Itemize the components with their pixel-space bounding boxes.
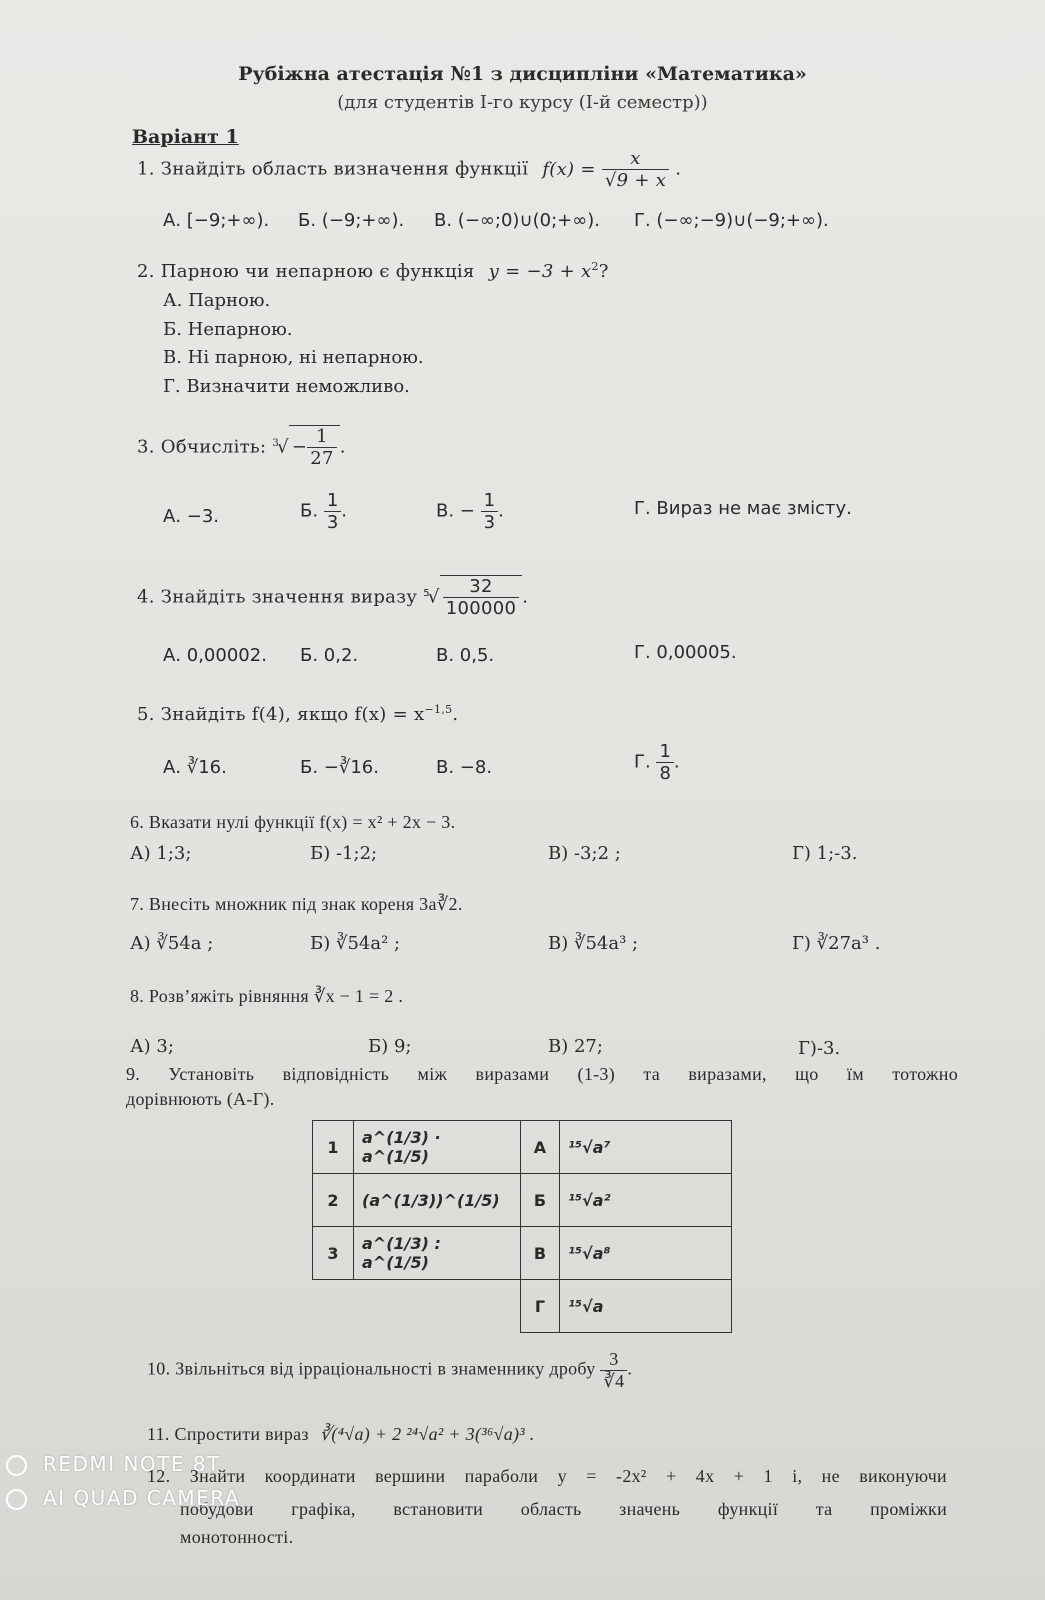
question-3-option-v-fraction — [481, 490, 498, 533]
question-11 — [147, 1424, 535, 1445]
question-4-root: $^5$√ $\frac{32}{100000}$ — [423, 575, 522, 619]
variant-heading: Варіант 1 — [132, 126, 239, 148]
question-5-option-g-fraction — [656, 741, 673, 784]
question-6-option-v: В) -3;2 ; — [548, 843, 621, 864]
table-row — [313, 1174, 732, 1227]
table-cell-root: ¹⁵√a — [560, 1280, 732, 1333]
question-3-option-b-denominator: 3 — [326, 512, 339, 533]
question-4-denominator: 100000 — [445, 598, 517, 619]
question-5 — [137, 703, 458, 725]
question-1-end: . — [675, 158, 682, 180]
question-6-option-g: Г) 1;-3. — [792, 843, 858, 864]
question-3-option-v-denominator: 3 — [483, 512, 496, 533]
question-4-radicand — [440, 575, 523, 619]
question-5-option-b: Б. −∛16. — [300, 757, 379, 778]
question-1-lhs: f(x) = — [542, 158, 596, 180]
question-5-option-a: А. ∛16. — [163, 757, 227, 778]
question-7-option-a: А) ∛54a ; — [130, 933, 214, 954]
question-5-option-g-denominator: 8 — [659, 763, 671, 784]
question-5-end: . — [452, 704, 459, 725]
question-1-option-v: В. (−∞;0)∪(0;+∞). — [434, 210, 600, 231]
question-2-formula: y = −3 + x — [488, 261, 592, 282]
question-5-option-g-numerator: 1 — [656, 741, 673, 763]
question-4 — [137, 575, 528, 619]
question-1-denominator: √9 + x — [604, 170, 667, 191]
table-cell-empty — [354, 1280, 521, 1333]
circle-icon — [6, 1455, 27, 1476]
question-6-option-b: Б) -1;2; — [310, 843, 378, 864]
question-3-radicand — [289, 425, 340, 469]
table-cell-root: ¹⁵√a² — [560, 1174, 732, 1227]
matching-table — [312, 1120, 732, 1333]
question-4-numerator: 32 — [443, 576, 520, 598]
question-2-text: 2. Парною чи непарною є функція — [137, 261, 475, 282]
question-1-radicand: 9 + x — [616, 170, 667, 191]
question-3-option-v-label: В. − — [436, 500, 475, 522]
question-2-end: ? — [598, 261, 609, 282]
camera-watermark-line-1 — [6, 1452, 221, 1476]
question-5-option-g: Г. $\frac{1}{8}$ . — [634, 741, 680, 784]
question-2-option-v: В. Ні парною, ні непарною. — [163, 347, 424, 368]
document-subtitle: (для студентів І-го курсу (І-й семестр)) — [337, 92, 708, 113]
question-5-option-v: В. −8. — [436, 757, 493, 778]
table-cell-letter: Г — [521, 1280, 560, 1333]
question-5-text: 5. Знайдіть f(4), якщо f(x) = x — [137, 704, 425, 725]
camera-label-text: AI QUAD CAMERA — [43, 1486, 241, 1510]
question-1-fraction — [602, 148, 669, 191]
question-5-option-g-label: Г. — [634, 751, 651, 773]
question-2-option-b: Б. Непарною. — [163, 319, 293, 340]
question-12-line-1: 12. Знайти координати вершини параболи y = -2x² + 4x + 1 і, не виконуючи — [147, 1466, 947, 1486]
camera-model-text: REDMI NOTE 8T — [43, 1452, 221, 1476]
question-1 — [137, 148, 681, 191]
question-3-text: 3. Обчисліть: — [137, 436, 267, 458]
question-3-fraction — [307, 426, 337, 469]
question-6-text: 6. Вказати нулі функції f(x) = x² + 2x − 3. — [130, 812, 456, 832]
question-9-line-1: 9. Установіть відповідність між виразами (1-3) та виразами, що їм тотожно — [126, 1064, 958, 1084]
question-3-option-v: В. − $\frac{1}{3}$ . — [436, 490, 504, 533]
question-3-sign: − — [291, 436, 308, 458]
question-3 — [137, 425, 346, 469]
table-cell-expression: (a^(1/3))^(1/5) — [354, 1174, 521, 1227]
question-3-end: . — [339, 436, 346, 458]
question-10-end: . — [627, 1358, 633, 1379]
question-3-root: $^3$√ − $\frac{1}{27}$ — [272, 425, 339, 469]
circle-icon — [6, 1489, 27, 1510]
table-cell-root: ¹⁵√a⁷ — [560, 1121, 732, 1174]
question-1-option-a: А. [−9;+∞). — [163, 210, 270, 231]
question-4-option-g: Г. 0,00005. — [634, 642, 737, 663]
question-3-numerator: 1 — [307, 426, 337, 448]
question-8-option-a: А) 3; — [130, 1036, 174, 1057]
question-5-exponent: −1,5 — [424, 703, 453, 716]
table-row — [313, 1121, 732, 1174]
question-4-option-v: В. 0,5. — [436, 645, 495, 666]
table-cell-empty — [313, 1280, 354, 1333]
question-4-fraction — [443, 576, 520, 619]
question-8-text: 8. Розв’яжіть рівняння ∛x − 1 = 2 . — [130, 986, 404, 1006]
question-8-option-b: Б) 9; — [368, 1036, 412, 1057]
question-8-option-v: В) 27; — [548, 1036, 603, 1057]
question-2 — [137, 260, 609, 282]
table-row — [313, 1280, 732, 1333]
table-cell-expression: a^(1/3) : a^(1/5) — [354, 1227, 521, 1280]
question-1-numerator: x — [602, 148, 669, 170]
question-4-root-index: 5 — [423, 587, 430, 599]
question-3-option-g: Г. Вираз не має змісту. — [634, 498, 852, 519]
question-3-option-b-numerator: 1 — [324, 490, 341, 512]
question-7-option-b: Б) ∛54a² ; — [310, 933, 401, 954]
question-2-option-a: А. Парною. — [163, 290, 271, 311]
question-7-text: 7. Внесіть множник під знак кореня 3a∛2. — [130, 894, 463, 914]
question-12-line-2: побудови графіка, встановити область значень функції та проміжки — [180, 1499, 947, 1519]
table-cell-number: 1 — [313, 1121, 354, 1174]
table-cell-root: ¹⁵√a⁸ — [560, 1227, 732, 1280]
question-7-option-g: Г) ∛27a³ . — [792, 933, 881, 954]
question-10 — [147, 1349, 632, 1392]
question-12-line-3: монотонності. — [180, 1527, 294, 1547]
question-3-option-a: А. −3. — [163, 506, 220, 527]
question-1-option-b: Б. (−9;+∞). — [298, 210, 405, 231]
question-4-text: 4. Знайдіть значення виразу — [137, 586, 418, 608]
table-cell-letter: Б — [521, 1174, 560, 1227]
question-3-root-index: 3 — [272, 437, 280, 449]
question-8-option-g: Г)-3. — [798, 1038, 841, 1059]
question-10-denominator: ∛4 — [603, 1371, 625, 1391]
question-10-text: 10. Звільніться від ірраціональності в знаменнику дробу — [147, 1358, 596, 1379]
question-11-expression: ∛(⁴√a) + 2 ²⁴√a² + 3(³⁶√a)³ . — [319, 1424, 535, 1444]
table-cell-letter: А — [521, 1121, 560, 1174]
question-2-exponent: 2 — [591, 260, 599, 273]
table-cell-expression: a^(1/3) · a^(1/5) — [354, 1121, 521, 1174]
question-2-option-g: Г. Визначити неможливо. — [163, 376, 410, 397]
camera-watermark-line-2 — [6, 1486, 240, 1510]
question-9-line-2: дорівнюють (А-Г). — [126, 1089, 275, 1109]
question-3-option-b-label: Б. — [300, 500, 319, 522]
table-cell-letter: В — [521, 1227, 560, 1280]
question-6-option-a: А) 1;3; — [130, 843, 192, 864]
table-cell-number: 2 — [313, 1174, 354, 1227]
question-1-option-g: Г. (−∞;−9)∪(−9;+∞). — [634, 210, 829, 231]
document-title: Рубіжна атестація №1 з дисципліни «Математика» — [238, 63, 807, 85]
question-10-fraction — [600, 1349, 627, 1392]
table-row — [313, 1227, 732, 1280]
question-3-denominator: 27 — [310, 448, 334, 469]
question-3-option-b-fraction — [324, 490, 341, 533]
question-3-option-b: Б. $\frac{1}{3}$ . — [300, 490, 347, 533]
question-4-option-a: А. 0,00002. — [163, 645, 267, 666]
question-7-option-v: В) ∛54a³ ; — [548, 933, 639, 954]
question-11-text: 11. Спростити вираз — [147, 1424, 309, 1444]
question-4-end: . — [522, 586, 529, 608]
table-cell-number: 3 — [313, 1227, 354, 1280]
question-3-option-v-numerator: 1 — [481, 490, 498, 512]
question-1-text: 1. Знайдіть область визначення функції — [137, 158, 529, 180]
question-4-option-b: Б. 0,2. — [300, 645, 359, 666]
question-10-numerator: 3 — [600, 1349, 627, 1371]
